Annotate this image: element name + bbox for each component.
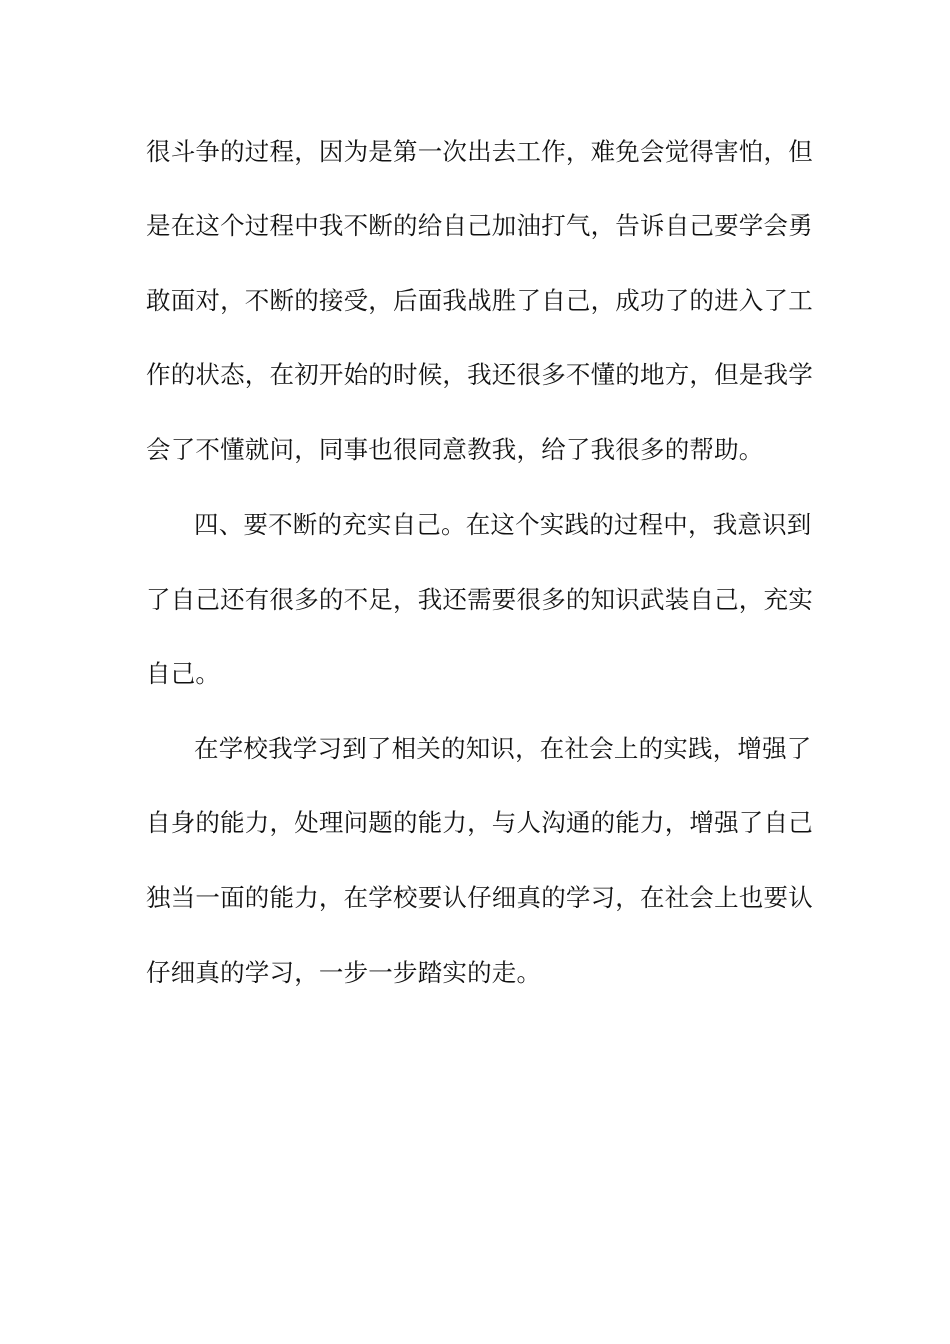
paragraph-line: 仔细真的学习，一步一步踏实的走。	[146, 958, 542, 987]
paragraph-line: 作的状态，在初开始的时候，我还很多不懂的地方，但是我学	[146, 360, 813, 389]
paragraph-line: 独当一面的能力，在学校要认仔细真的学习，在社会上也要认	[146, 883, 813, 912]
section-heading-line: 四、要不断的充实自己。在这个实践的过程中，我意识到	[194, 510, 812, 539]
paragraph-line: 自身的能力，处理问题的能力，与人沟通的能力，增强了自己	[146, 808, 813, 837]
paragraph-line: 是在这个过程中我不断的给自己加油打气，告诉自己要学会勇	[146, 211, 813, 240]
paragraph-line: 敢面对，不断的接受，后面我战胜了自己，成功了的进入了工	[146, 286, 813, 315]
paragraph-line: 了自己还有很多的不足，我还需要很多的知识武装自己，充实	[146, 585, 813, 614]
paragraph-line: 会了不懂就问，同事也很同意教我，给了我很多的帮助。	[146, 435, 764, 464]
paragraph-line: 自己。	[146, 659, 221, 688]
paragraph-line: 在学校我学习到了相关的知识，在社会上的实践，增强了	[194, 734, 812, 763]
paragraph-line: 很斗争的过程，因为是第一次出去工作，难免会觉得害怕，但	[146, 137, 813, 166]
